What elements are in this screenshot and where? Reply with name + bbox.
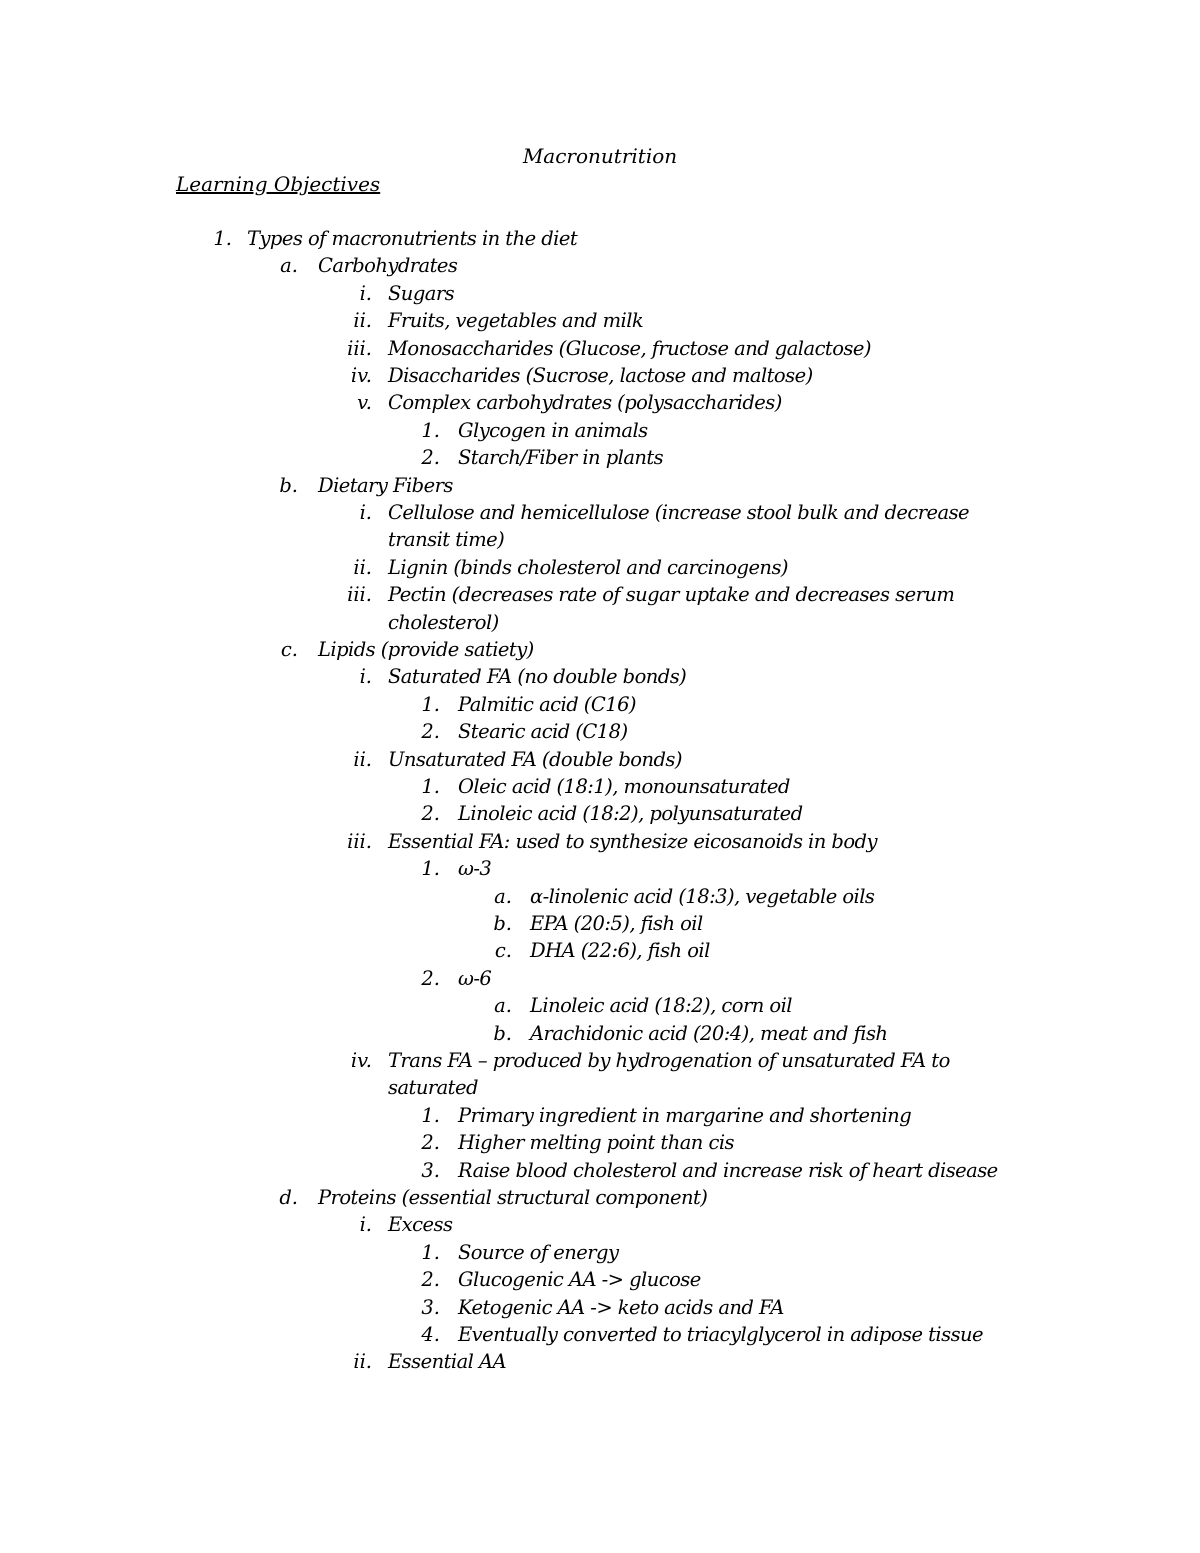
outline-text: cholesterol) <box>388 610 499 634</box>
outline-text: Ketogenic AA -> keto acids and FA <box>458 1295 784 1319</box>
outline-item <box>0 746 1200 774</box>
outline-marker: i. <box>359 1213 372 1237</box>
outline-text: Trans FA – produced by hydrogenation of unsaturated FA to <box>388 1049 950 1072</box>
outline-item <box>0 417 1200 445</box>
outline-text: Stearic acid (C18) <box>458 720 628 744</box>
outline-item <box>0 335 1200 363</box>
outline-text: Primary ingredient in margarine and shortening <box>458 1103 912 1127</box>
outline-marker: c. <box>280 638 298 661</box>
outline-marker: iii. <box>347 336 372 360</box>
outline-text: Glycogen in animals <box>458 418 648 442</box>
outline-item <box>0 225 1200 253</box>
outline-item <box>0 1102 1200 1130</box>
outline-item <box>0 1211 1200 1239</box>
outline-marker: 1. <box>421 418 440 442</box>
outline-marker: b. <box>279 473 298 497</box>
outline-marker: a. <box>494 994 512 1018</box>
outline-text: Excess <box>388 1213 453 1237</box>
outline-item <box>0 280 1200 308</box>
outline-item <box>0 1129 1200 1157</box>
outline-marker: 4. <box>421 1323 440 1346</box>
outline-item <box>0 389 1200 417</box>
outline-marker: 1. <box>421 1103 440 1127</box>
outline-item <box>0 526 1200 554</box>
outline-text: Arachidonic acid (20:4), meat and fish <box>530 1021 888 1045</box>
outline-marker: 2. <box>421 720 440 744</box>
outline-item <box>0 636 1200 664</box>
outline-item <box>0 1020 1200 1048</box>
outline-text: Saturated FA (no double bonds) <box>388 665 687 689</box>
outline-text: Raise blood cholesterol and increase risk of heart disease <box>458 1158 998 1182</box>
outline-marker: b. <box>493 912 512 935</box>
outline-marker: 3. <box>421 1158 440 1182</box>
outline-text: ω-6 <box>458 966 492 990</box>
outline-text: Essential FA: used to synthesize eicosanoids in body <box>388 829 877 853</box>
outline-item <box>0 773 1200 801</box>
outline-item <box>0 499 1200 527</box>
outline-item <box>0 472 1200 500</box>
outline-text: EPA (20:5), fish oil <box>530 912 703 935</box>
outline-marker: 1. <box>421 1240 440 1264</box>
outline-item <box>0 828 1200 856</box>
outline-marker: i. <box>359 281 372 305</box>
outline-item <box>0 1184 1200 1212</box>
outline-marker: i. <box>359 665 372 689</box>
outline-item <box>0 444 1200 472</box>
outline-text: Lignin (binds cholesterol and carcinogens) <box>388 555 788 579</box>
outline-marker: 2. <box>421 966 440 990</box>
outline-marker: ii. <box>353 309 372 333</box>
outline-marker: 2. <box>421 802 440 826</box>
outline-text: transit time) <box>388 528 505 552</box>
outline-item <box>0 554 1200 582</box>
outline-marker: 2. <box>421 1131 440 1155</box>
outline-item <box>0 800 1200 828</box>
outline-item <box>0 883 1200 911</box>
outline-text: Unsaturated FA (double bonds) <box>388 747 682 771</box>
outline-text: Lipids (provide satiety) <box>318 638 534 661</box>
outline-marker: iii. <box>347 829 372 853</box>
outline-text: Palmitic acid (C16) <box>458 692 636 716</box>
outline-text: Carbohydrates <box>318 254 458 278</box>
outline-item <box>0 1074 1200 1102</box>
outline-text: Sugars <box>388 281 455 305</box>
outline-marker: 3. <box>421 1295 440 1319</box>
outline-item <box>0 992 1200 1020</box>
outline-marker: 1. <box>421 857 440 881</box>
outline-marker: d. <box>279 1186 298 1209</box>
outline-text: Oleic acid (18:1), monounsaturated <box>458 775 790 798</box>
outline-marker: c. <box>494 939 512 963</box>
outline-text: Complex carbohydrates (polysaccharides) <box>388 391 782 415</box>
outline-marker: iii. <box>347 583 372 607</box>
outline-text: Source of energy <box>458 1240 619 1264</box>
outline-item <box>0 910 1200 938</box>
outline-item <box>0 1294 1200 1322</box>
outline-item <box>0 663 1200 691</box>
outline-item <box>0 307 1200 335</box>
outline-text: Essential AA <box>388 1350 507 1374</box>
outline-text: Disaccharides (Sucrose, lactose and maltose) <box>388 364 813 387</box>
outline-item <box>0 1157 1200 1185</box>
document-title: Macronutrition <box>522 144 678 168</box>
outline-item <box>0 855 1200 883</box>
outline-marker: i. <box>359 501 372 524</box>
outline-item <box>0 362 1200 390</box>
outline-item <box>0 1047 1200 1075</box>
outline-marker: 1. <box>421 775 440 798</box>
outline-text: Eventually converted to triacylglycerol in adipose tissue <box>458 1323 984 1346</box>
outline-text: Dietary Fibers <box>318 473 453 497</box>
outline-text: Fruits, vegetables and milk <box>388 309 644 333</box>
outline-item <box>0 718 1200 746</box>
outline-item <box>0 937 1200 965</box>
outline-text: Glucogenic AA -> glucose <box>458 1268 701 1292</box>
outline-item <box>0 965 1200 993</box>
outline-text: α-linolenic acid (18:3), vegetable oils <box>530 884 875 908</box>
outline-item <box>0 581 1200 609</box>
outline-marker: iv. <box>350 364 372 387</box>
outline-text: Linoleic acid (18:2), corn oil <box>530 994 792 1018</box>
outline-marker: 1. <box>213 227 232 250</box>
outline-text: Linoleic acid (18:2), polyunsaturated <box>458 802 803 826</box>
outline-text: Types of macronutrients in the diet <box>247 227 578 250</box>
outline-item <box>0 1321 1200 1349</box>
outline-text: DHA (22:6), fish oil <box>530 939 710 963</box>
outline-item <box>0 609 1200 637</box>
outline-marker: a. <box>494 884 512 908</box>
outline-marker: iv. <box>350 1049 372 1072</box>
section-heading: Learning Objectives <box>176 172 381 196</box>
outline-item <box>0 691 1200 719</box>
outline-text: Pectin (decreases rate of sugar uptake and decreases serum <box>388 583 955 607</box>
outline-text: Monosaccharides (Glucose, fructose and galactose) <box>388 336 871 360</box>
outline-marker: v. <box>357 391 372 415</box>
outline-text: Higher melting point than cis <box>458 1131 734 1155</box>
outline-text: Cellulose and hemicellulose (increase stool bulk and decrease <box>388 501 970 524</box>
outline-marker: b. <box>493 1021 512 1045</box>
outline-text: Proteins (essential structural component) <box>318 1186 708 1209</box>
outline-marker: ii. <box>353 555 372 579</box>
outline-marker: 2. <box>421 1268 440 1292</box>
outline-item <box>0 1266 1200 1294</box>
outline-item <box>0 252 1200 280</box>
outline-item <box>0 1239 1200 1267</box>
outline-marker: ii. <box>353 1350 372 1374</box>
outline-text: Starch/Fiber in plants <box>458 446 664 470</box>
outline-marker: 1. <box>421 692 440 716</box>
outline-marker: a. <box>280 254 298 278</box>
outline-marker: 2. <box>421 446 440 470</box>
outline-text: saturated <box>388 1076 478 1100</box>
outline-item <box>0 1348 1200 1376</box>
outline-text: ω-3 <box>458 857 492 881</box>
outline-marker: ii. <box>353 747 372 771</box>
